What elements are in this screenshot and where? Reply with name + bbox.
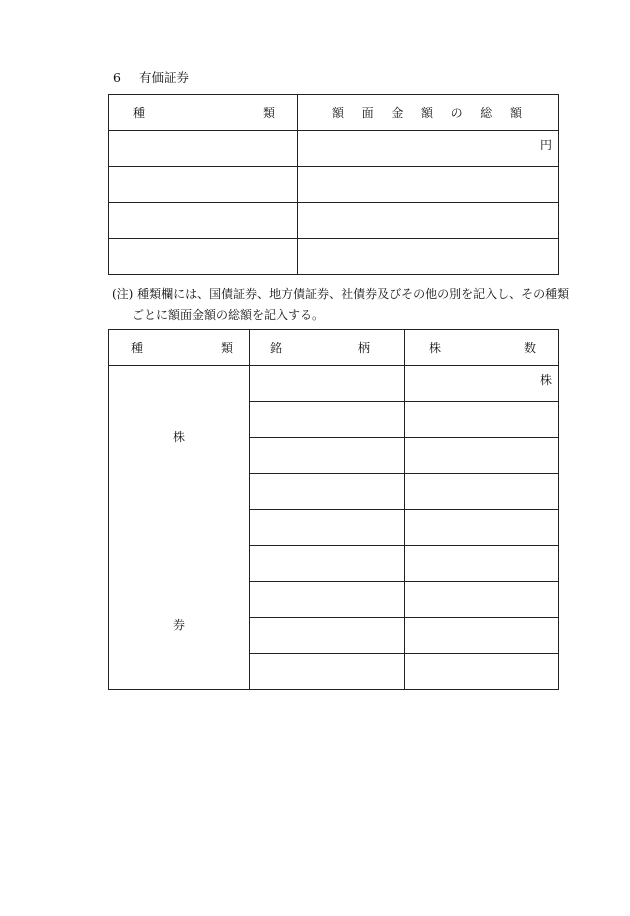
shares-cell[interactable]: [405, 654, 559, 690]
section-number: 6: [113, 70, 121, 85]
amount-cell[interactable]: [298, 239, 559, 275]
brand-cell[interactable]: [250, 654, 405, 690]
type-cell[interactable]: [109, 203, 298, 239]
yen-unit: 円: [539, 138, 552, 152]
header-shares: 株 数: [405, 330, 559, 366]
note-line-1: (注) 種類欄には、国債証券、地方債証券、社債券及びその他の別を記入し、その種類: [112, 287, 570, 301]
note-line-2: ごとに額面金額の総額を記入する。: [132, 308, 325, 322]
brand-cell[interactable]: [250, 474, 405, 510]
section-heading: [113, 68, 189, 86]
shares-cell[interactable]: [405, 402, 559, 438]
shares-unit: 株: [539, 373, 552, 387]
header-type: 種 類: [109, 330, 250, 366]
stock-label-top: 株: [172, 430, 185, 444]
table-row: [109, 239, 559, 275]
shares-cell[interactable]: [405, 366, 559, 402]
stock-label-bottom: 券: [172, 618, 185, 632]
header-total-face-value: 額 面 金 額 の 総 額: [298, 95, 559, 131]
brand-cell[interactable]: [250, 366, 405, 402]
brand-cell[interactable]: [250, 582, 405, 618]
shares-cell[interactable]: [405, 582, 559, 618]
shares-cell[interactable]: [405, 546, 559, 582]
shares-cell[interactable]: [405, 474, 559, 510]
brand-cell[interactable]: [250, 618, 405, 654]
shares-cell[interactable]: [405, 618, 559, 654]
brand-cell[interactable]: [250, 546, 405, 582]
header-type: 種 類: [109, 95, 298, 131]
table-row: [109, 167, 559, 203]
table-header-row: [109, 330, 559, 366]
table-header-row: [109, 95, 559, 131]
table-row: [109, 203, 559, 239]
table-row: [109, 131, 559, 167]
section-title: 有価証券: [139, 70, 190, 85]
type-cell[interactable]: [109, 239, 298, 275]
brand-cell[interactable]: [250, 438, 405, 474]
amount-cell[interactable]: [298, 167, 559, 203]
stock-type-cell: [109, 366, 250, 690]
type-cell[interactable]: [109, 131, 298, 167]
table-row: [109, 366, 559, 402]
header-brand: 銘 柄: [250, 330, 405, 366]
amount-cell[interactable]: [298, 203, 559, 239]
amount-cell[interactable]: [298, 131, 559, 167]
shares-cell[interactable]: [405, 438, 559, 474]
stock-table: [108, 329, 559, 690]
shares-cell[interactable]: [405, 510, 559, 546]
brand-cell[interactable]: [250, 510, 405, 546]
securities-table: [108, 94, 559, 275]
note-text: [112, 284, 592, 326]
brand-cell[interactable]: [250, 402, 405, 438]
type-cell[interactable]: [109, 167, 298, 203]
